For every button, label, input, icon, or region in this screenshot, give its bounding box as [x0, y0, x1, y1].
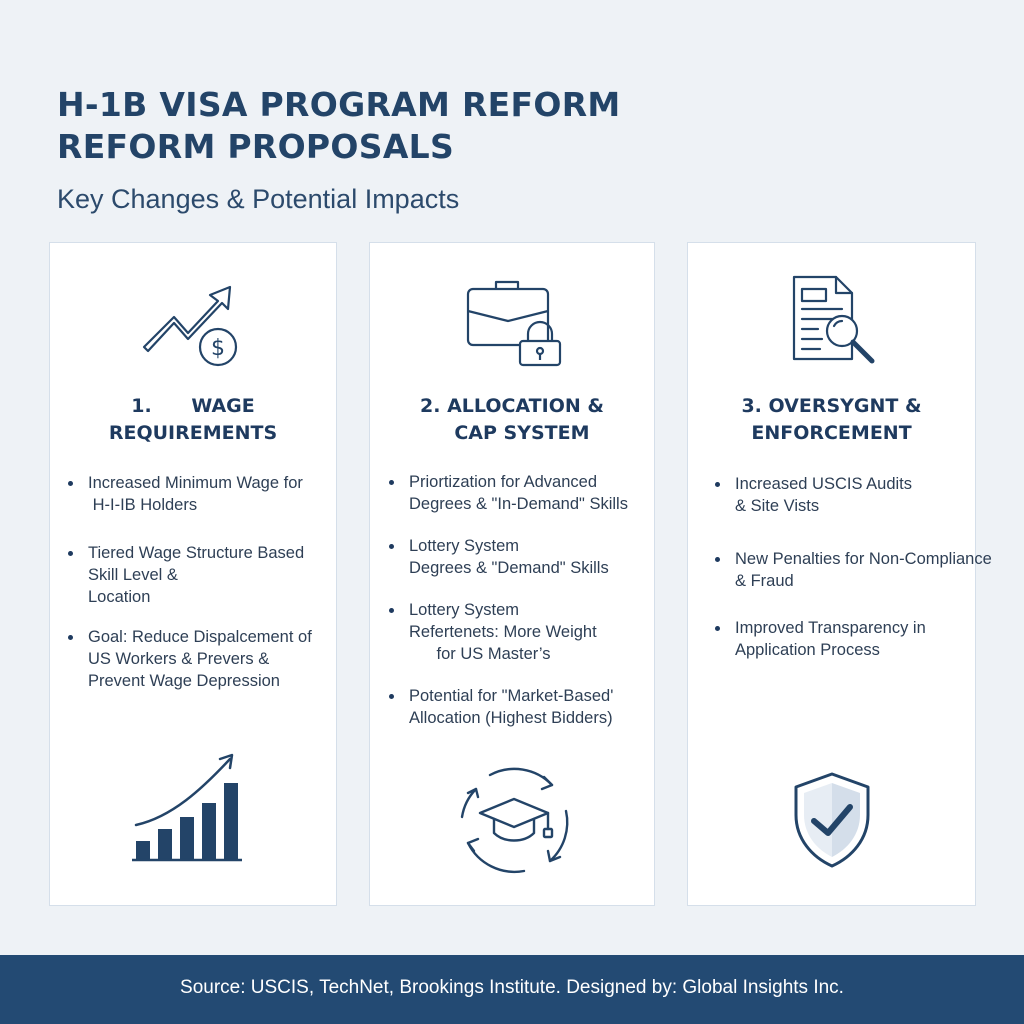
card-allocation-cap-system	[369, 242, 655, 906]
page-subtitle: Key Changes & Potential Impacts	[57, 184, 460, 214]
briefcase-lock-icon	[466, 277, 566, 367]
list-item: Priortization for Advanced Degrees & "In-Demand" Skills	[389, 471, 628, 515]
card-title: 3. OVERSYGNT & ENFORCEMENT	[741, 395, 922, 444]
bullet-list	[715, 473, 992, 661]
card-oversight-enforcement	[687, 242, 992, 906]
footer	[0, 955, 1024, 1024]
list-item: Tiered Wage Structure Based Skill Level & Location	[68, 542, 312, 608]
bullet-list	[389, 471, 628, 729]
graduation-cap-cycle-icon	[452, 759, 576, 883]
header	[57, 84, 997, 215]
list-item: Lottery System Refertenets: More Weight for US Master’s	[389, 599, 628, 665]
list-item: Goal: Reduce Dispalcement of US Workers & Prevers & Prevent Wage Depression	[68, 626, 312, 692]
page-title	[57, 84, 997, 168]
list-item: Increased USCIS Audits & Site Vists	[715, 473, 992, 517]
card-title: 2. ALLOCATION & CAP SYSTEM	[420, 395, 604, 444]
trend-arrow-dollar-icon	[142, 285, 242, 367]
card-title: 1. WAGE REQUIREMENTS	[108, 395, 278, 444]
bullet-list	[68, 472, 312, 692]
list-item: Improved Transparency in Application Process	[715, 617, 992, 661]
list-item: Lottery System Degrees & "Demand" Skills	[389, 535, 628, 579]
svg-text:$: $	[211, 336, 225, 361]
title-line-2: REFORM PROPOSALS	[57, 127, 455, 166]
list-item: Increased Minimum Wage for H-I-IB Holders	[68, 472, 312, 516]
list-item: New Penalties for Non-Compliance & Fraud	[715, 548, 992, 592]
document-search-icon	[792, 273, 880, 367]
title-line-1: H-1B VISA PROGRAM REFORM	[57, 85, 621, 124]
bar-chart-growth-icon	[132, 751, 244, 863]
card-wage-requirements	[49, 242, 337, 906]
list-item: Potential for "Market-Based' Allocation (Highest Bidders)	[389, 685, 628, 729]
shield-check-icon	[792, 771, 872, 869]
footer-source-text: Source: USCIS, TechNet, Brookings Institute. Designed by: Global Insights Inc.	[180, 977, 844, 998]
